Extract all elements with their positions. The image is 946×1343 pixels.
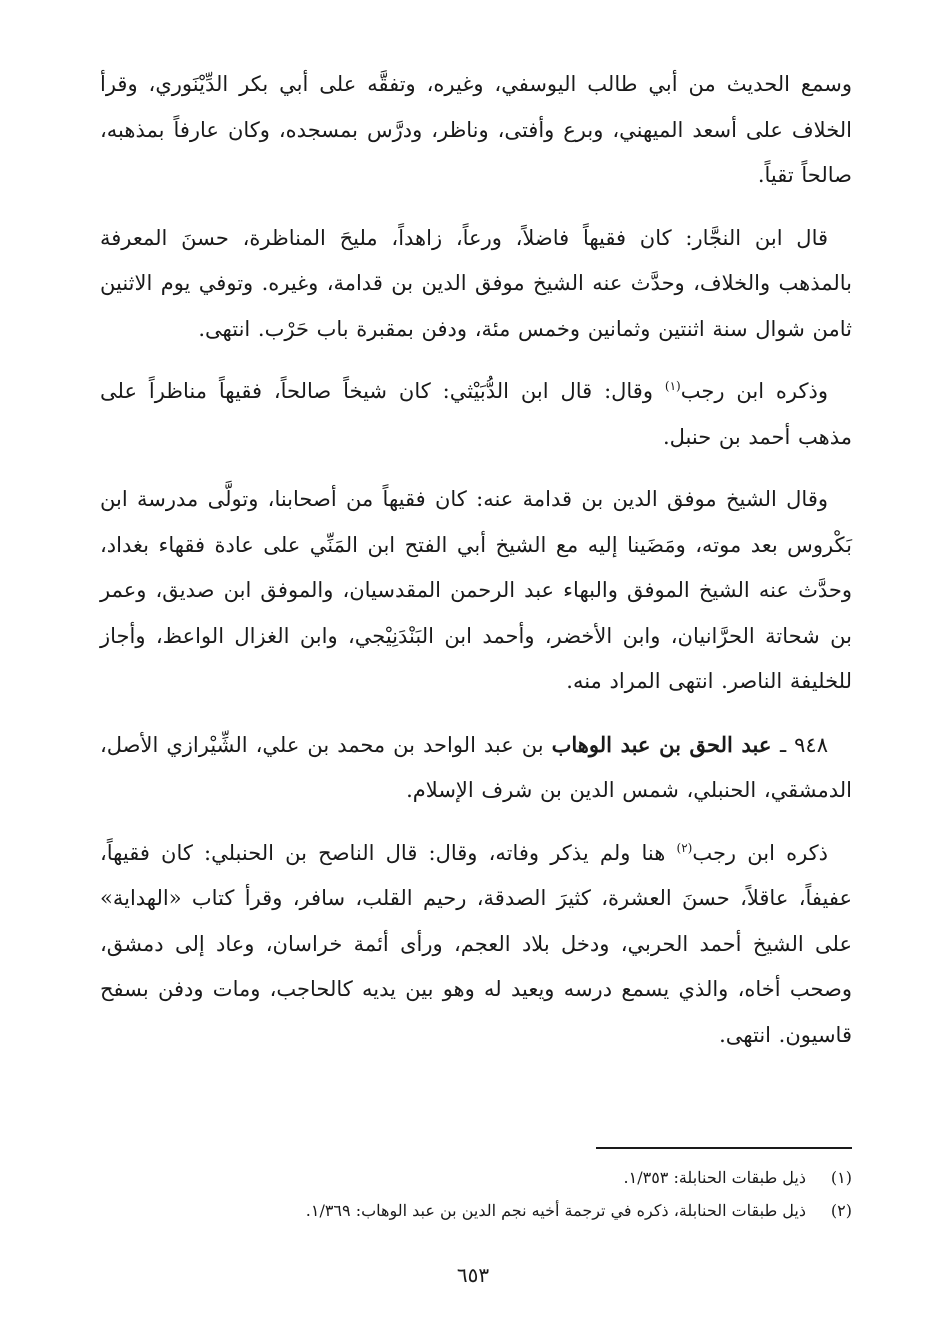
entry-948 (100, 722, 852, 814)
footnote-2-mark: (٢) (830, 1201, 852, 1220)
paragraph-2: قال ابن النجَّار: كان فقيهاً فاضلاً، ورعاً، زاهداً، مليحَ المناظرة، حسنَ المعرفة بالمذهب والخلاف، وحدَّث عنه الشيخ موفق الدين بن قدامة، وغيره. وتوفي يوم الاثنين ثامن شوال سنة اثنتين وثمانين وخمس مئة، ودفن بمقبرة باب حَرْب. انتهى. (100, 225, 852, 341)
paragraph-6-text: هنا ولم يذكر وفاته، وقال: قال الناصح بن الحنبلي: كان فقيهاً، عفيفاً، عاقلاً، حسنَ العشرة، كثيرَ الصدقة، رحيم القلب، سافر، وقرأ كتاب «الهداية» على الشيخ أحمد الحربي، ودخل بلاد العجم، ورأى أئمة خراسان، وعاد إلى دمشق، وصحب أخاه، والذي يسمع درسه ويعيد له وهو بين يديه كالحاجب، ومات ودفن بسفح قاسيون. انتهى. (100, 840, 852, 1047)
paragraph-6 (100, 831, 852, 1059)
paragraph-3-lead: وذكره ابن رجب (680, 379, 829, 403)
entry-text: بن عبد الواحد بن محمد بن علي، الشِّيْرازي الأصل، الدمشقي، الحنبلي، شمس الدين بن شرف الإسلام. (100, 732, 852, 802)
paragraph-4: وقال الشيخ موفق الدين بن قدامة عنه: كان فقيهاً من أصحابنا، وتولَّى مدرسة ابن بَكْروس بعد موته، ومَضَينا إليه مع الشيخ أبي الفتح ابن المَنِّي على عادة فقهاء بغداد، وحدَّث عنه الشيخ الموفق والبهاء عبد الرحمن المقدسيان، والموفق ابن صديق، وعمر بن شحاتة الحرَّانيان، وابن الأخضر، وأحمد ابن البَنْدَنِيْجي، وابن الغزال الواعظ، وأجاز للخليفة الناصر. انتهى المراد منه. (100, 487, 852, 693)
footnote-ref-2[interactable]: (٢) (676, 840, 693, 855)
footnote-separator (596, 1147, 852, 1149)
page-number: ٦٥٣ (456, 1263, 490, 1287)
paragraph-1: وسمع الحديث من أبي طالب اليوسفي، وغيره، وتفقَّه على أبي بكر الدِّيْنَوري، وقرأ الخلاف على أسعد الميهني، وبرع وأفتى، وناظر، ودرَّس بمسجده، وكان عارفاً بمذهبه، صالحاً تقياً. (100, 72, 852, 187)
footnote-1 (100, 1161, 852, 1194)
paragraph-6-lead: ذكره ابن رجب (692, 840, 829, 865)
paragraph-3-text: وقال: قال ابن الدُّبَيْثي: كان شيخاً صالحاً، فقيهاً مناظراً على مذهب أحمد بن حنبل. (100, 379, 852, 449)
footnote-ref-1[interactable]: (١) (664, 379, 681, 393)
footnote-2-text: ذيل طبقات الحنابلة، ذكره في ترجمة أخيه نجم الدين بن عبد الوهاب: ١/٣٦٩. (305, 1201, 806, 1220)
paragraph-3 (100, 369, 852, 460)
page-body (100, 62, 852, 1075)
entry-heading-name: عبد الحق بن عبد الوهاب (551, 731, 780, 757)
footnotes (100, 1161, 852, 1227)
entry-number: ٩٤٨ ـ (780, 732, 828, 757)
footnote-2 (100, 1194, 852, 1227)
footnote-1-mark: (١) (830, 1168, 852, 1187)
footnote-1-text: ذيل طبقات الحنابلة: ١/٣٥٣. (623, 1168, 806, 1187)
